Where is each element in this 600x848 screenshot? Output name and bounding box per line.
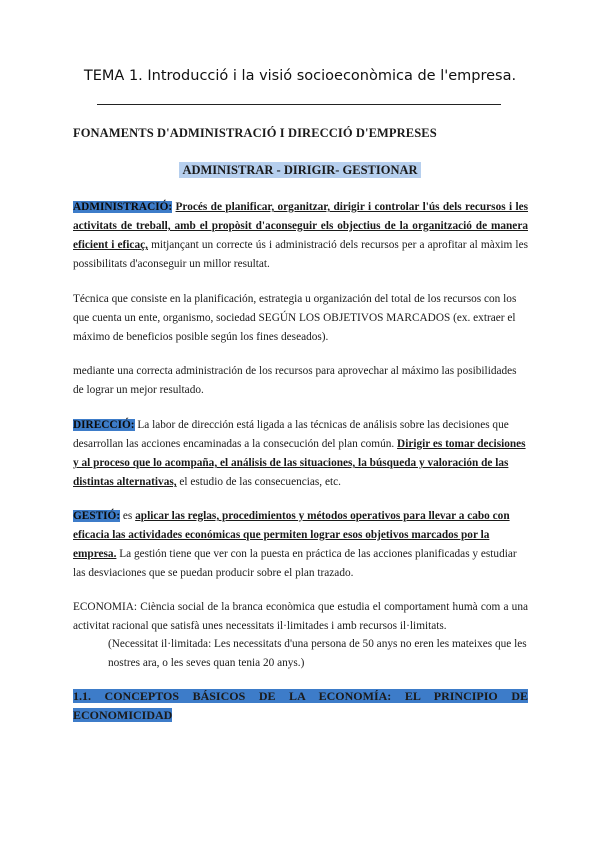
tecnica-paragraph: Técnica que consiste en la planificación, estrategia u organización del total de los recursos con los que cuenta un ente, organismo, sociedad SEGÚN LOS OBJETIVOS MARCADOS (ex. extraer el máximo de beneficios posible según los fines deseados). (73, 293, 517, 343)
direccio-text-1: La labor de dirección está ligada a las técnicas de análisis sobre las decisiones que desarrollan las acciones encaminadas a la consecución del plan común. (73, 419, 509, 450)
administracio-definition: Procés de planificar, organitzar, dirigir i controlar l'ús dels recursos i les activitats de treball, amb el propòsit d'aconseguir els objectius de la organització de manera eficient i eficaç, (73, 201, 529, 251)
subheading-text: ADMINISTRAR - DIRIGIR- GESTIONAR (179, 162, 420, 178)
subheading (0, 163, 600, 178)
necessitat-paragraph: (Necessitat il·limitada: Les necessitats d'una persona de 50 anys no eren les mateixes que les nostres ara, o les seves quan tenia 20 anys.) (108, 638, 527, 669)
direccio-text-2: el estudio de las consecuencias, etc. (176, 476, 341, 488)
administracio-term: ADMINISTRACIÓ: (73, 201, 173, 213)
section-heading-text: 1.1. CONCEPTOS BÁSICOS DE LA ECONOMÍA: EL PRINCIPIO DE ECONOMICIDAD (73, 689, 528, 722)
section-heading (73, 687, 528, 725)
gestio-text-1: es (120, 510, 136, 522)
gestio-bold: aplicar las reglas, procedimientos y métodos operativos para llevar a cabo con eficacia las actividades económicas que permiten lograr esos objetivos marcados por la empresa. (73, 510, 510, 560)
administracio-rest: mitjançant un correcte ús i administració dels recursos per a aprofitar al màxim les possibilitats d'aconseguir un millor resultat. (73, 239, 528, 270)
direccio-paragraph (73, 416, 528, 492)
direccio-term: DIRECCIÓ: (73, 419, 135, 431)
gestio-paragraph (73, 507, 528, 583)
gestio-text-2: La gestión tiene que ver con la puesta en práctica de las acciones planificadas y estudiar las desviaciones que se puedan producir sobre el plan trazado. (73, 548, 517, 579)
direccio-bold: Dirigir es tomar decisiones y al proceso que lo acompaña, el análisis de las situaciones, la búsqueda y valoración de las distintas alternativas, (73, 438, 526, 488)
gestio-term: GESTIÓ: (73, 510, 121, 522)
mediante-paragraph: mediante una correcta administración de los recursos para aprovechar al máximo las posibilidades de lograr un mejor resultado. (73, 365, 517, 396)
document-title: TEMA 1. Introducció i la visió socioeconòmica de l'empresa. (83, 68, 517, 84)
title-underline (97, 104, 501, 105)
main-heading: FONAMENTS D'ADMINISTRACIÓ I DIRECCIÓ D'EMPRESES (73, 126, 437, 140)
administracio-paragraph (73, 198, 528, 274)
economia-paragraph: ECONOMIA: Ciència social de la branca econòmica que estudia el comportament humà com a una activitat racional que satisfà unes necessitats il·limitades i amb recursos il·limitats. (73, 601, 528, 632)
